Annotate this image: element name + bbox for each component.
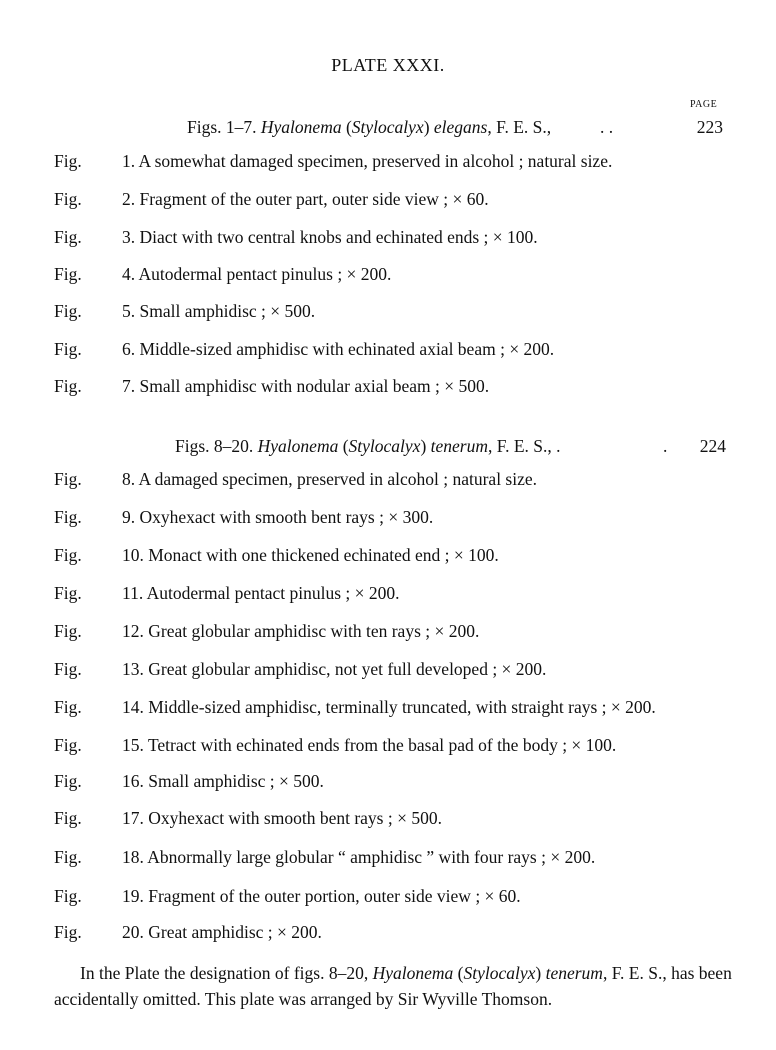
figure-label: Fig. [54,735,82,755]
figure-text: A damaged specimen, preserved in alcohol ; natural size. [138,469,538,489]
note-text-end: , F. E. S., has been accidentally omitted. This plate was arranged by Sir Wyville Thomson. [54,963,732,1009]
section-leader-dots: . [663,436,668,456]
figure-text: Great globular amphidisc, not yet full developed ; × 200. [148,659,547,679]
figure-caption [54,301,315,322]
figure-text: Middle-sized amphidisc, terminally truncated, with straight rays ; × 200. [148,697,656,717]
figure-number: 1. [122,151,136,171]
section-page-number: 224 [699,436,726,456]
figure-text: Small amphidisc with nodular axial beam ; × 500. [139,376,490,396]
page-column-label: PAGE [690,99,718,110]
figure-caption [54,545,499,566]
figure-label: Fig. [54,301,82,321]
figure-number: 19. [122,886,144,906]
figure-number: 18. [122,847,144,867]
section-heading: Figs. 1–7. Hyalonema (Stylocalyx) elegans, F. E. S., . . 223 [187,117,723,137]
figure-label: Fig. [54,339,82,359]
figure-caption [54,227,538,248]
figure-label: Fig. [54,847,82,867]
figure-number: 3. [122,227,136,247]
figure-caption [54,583,400,604]
figure-text: Small amphidisc ; × 500. [139,301,316,321]
section-genus: Hyalonema [257,436,339,456]
section-species: elegans [433,117,488,137]
figure-number: 16. [122,771,144,791]
section-page-number: 223 [696,117,723,137]
figure-text: Autodermal pentact pinulus ; × 200. [138,264,392,284]
figure-label: Fig. [54,659,82,679]
section-subgenus: Stylocalyx [348,436,421,456]
note-genus: Hyalonema [372,963,454,983]
figure-text: Small amphidisc ; × 500. [148,771,324,791]
figure-number: 20. [122,922,144,942]
figure-number: 11. [122,583,144,603]
figure-number: 8. [122,469,136,489]
figure-number: 9. [122,507,136,527]
figure-number: 15. [122,735,144,755]
section-prefix: Figs. 1–7. [187,117,257,137]
plate-note: In the Plate the designation of figs. 8–20, Hyalonema (Stylocalyx) tenerum, F. E. S., has been accidentally omitted. This plate was arranged by Sir Wyville Thomson. [54,963,732,1009]
figure-text: Oxyhexact with smooth bent rays ; × 300. [139,507,434,527]
figure-number: 10. [122,545,144,565]
figure-text: Fragment of the outer part, outer side view ; × 60. [139,189,489,209]
figure-number: 14. [122,697,144,717]
figure-caption [54,659,546,680]
figure-number: 6. [122,339,136,359]
figure-caption [54,151,612,172]
figure-caption [54,189,489,210]
figure-label: Fig. [54,189,82,209]
note-subgenus: Stylocalyx [463,963,536,983]
figure-number: 17. [122,808,144,828]
figure-label: Fig. [54,227,82,247]
figure-text: Middle-sized amphidisc with echinated axial beam ; × 200. [139,339,555,359]
figure-label: Fig. [54,922,82,942]
figure-label: Fig. [54,151,82,171]
figure-text: A somewhat damaged specimen, preserved in alcohol ; natural size. [138,151,613,171]
figure-caption [54,922,322,943]
section-heading: Figs. 8–20. Hyalonema (Stylocalyx) tenerum, F. E. S., . . 224 [175,436,726,456]
figure-label: Fig. [54,808,82,828]
section-genus: Hyalonema [260,117,342,137]
figure-caption [54,507,433,528]
figure-text: Tetract with echinated ends from the basal pad of the body ; × 100. [147,735,617,755]
section-subgenus: Stylocalyx [351,117,424,137]
figure-caption [54,771,324,792]
figure-caption [54,886,521,907]
figure-label: Fig. [54,771,82,791]
figure-text: Monact with one thickened echinated end ; × 100. [148,545,499,565]
figure-caption [54,339,554,360]
section-prefix: Figs. 8–20. [175,436,254,456]
figure-text: Great globular amphidisc with ten rays ; × 200. [148,621,480,641]
figure-caption [54,808,442,829]
note-species: tenerum [545,963,603,983]
section-author: , F. E. S., [487,117,552,137]
figure-caption [54,376,489,397]
figure-text: Oxyhexact with smooth bent rays ; × 500. [148,808,442,828]
figure-label: Fig. [54,545,82,565]
note-text: In the Plate the designation of figs. 8–20, [80,963,373,983]
figure-label: Fig. [54,697,82,717]
figure-caption [54,697,656,718]
figure-text: Diact with two central knobs and echinated ends ; × 100. [139,227,538,247]
figure-caption [54,847,595,868]
figure-number: 7. [122,376,136,396]
figure-number: 5. [122,301,136,321]
figure-caption [54,735,616,756]
figure-number: 2. [122,189,136,209]
figure-label: Fig. [54,469,82,489]
figure-caption [54,469,537,490]
figure-number: 12. [122,621,144,641]
figure-label: Fig. [54,376,82,396]
figure-label: Fig. [54,264,82,284]
figure-number: 4. [122,264,136,284]
figure-number: 13. [122,659,144,679]
figure-caption [54,621,479,642]
section-author: , F. E. S., . [488,436,561,456]
figure-text: Abnormally large globular “ amphidisc ” with four rays ; × 200. [147,847,596,867]
section-species: tenerum [430,436,489,456]
figure-label: Fig. [54,886,82,906]
figure-text: Autodermal pentact pinulus ; × 200. [146,583,400,603]
figure-label: Fig. [54,621,82,641]
figure-caption [54,264,391,285]
figure-text: Fragment of the outer portion, outer side view ; × 60. [148,886,521,906]
figure-label: Fig. [54,507,82,527]
section-leader-dots: . . [600,117,614,137]
figure-text: Great amphidisc ; × 200. [148,922,322,942]
plate-title: PLATE XXXI. [331,55,445,75]
figure-label: Fig. [54,583,82,603]
